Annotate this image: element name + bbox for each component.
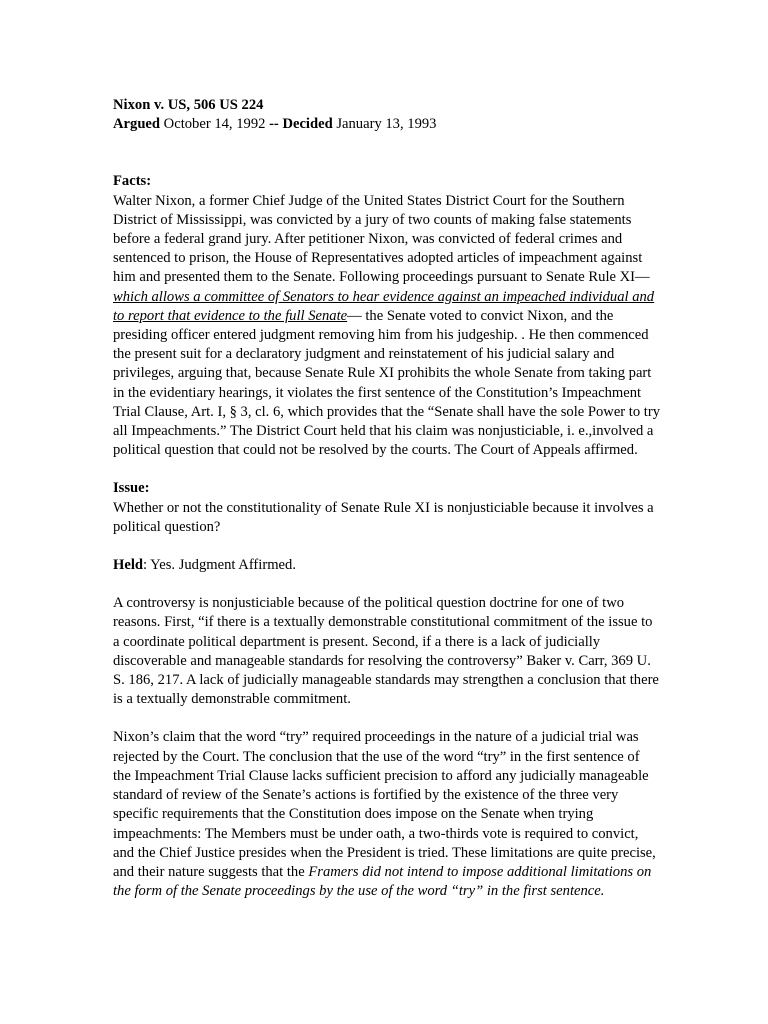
case-dates (113, 115, 661, 134)
held-text: : Yes. Judgment Affirmed. (143, 557, 296, 574)
discussion-italic: Framers did not intend to impose additional limitations on the form of the Senate proceedings by the use of the word “try” in the first sentence. (113, 863, 652, 900)
date-separator: -- (269, 116, 283, 133)
issue-heading: Issue: (113, 480, 150, 497)
facts-paragraph: Walter Nixon, a former Chief Judge of the United States District Court for the Southern District of Mississippi, was convicted by a jury of two counts of making false statements before a federal grand jury. After petitioner Nixon, was convicted of federal crimes and sentenced to prison, the House of Representatives adopted articles of impeachment against him and presented them to the Senate. Following proceedings pursuant to Senate Rule XI—which allows a committee of Senators to hear evidence against an impeached individual and to report that evidence to the full Senate— the Senate voted to convict Nixon, and the presiding officer entered judgment removing him from his judgeship. . He then commenced the present suit for a declaratory judgment and reinstatement of his judicial salary and privileges, arguing that, because Senate Rule XI prohibits the whole Senate from taking part in the evidentiary hearings, it violates the first sentence of the Constitution’s Impeachment Trial Clause, Art. I, § 3, cl. 6, which provides that the “Senate shall have the sole Power to try all Impeachments.” The District Court held that his claim was nonjusticiable, i. e.,involved a political question that could not be resolved by the courts. The Court of Appeals affirmed. (113, 192, 661, 459)
discussion-paragraph-2: Nixon’s claim that the word “try” required proceedings in the nature of a judicial trial was rejected by the Court. The conclusion that the use of the word “try” in the first sentence of the Impeachment Trial Clause lacks sufficient precision to afford any judicially manageable standard of review of the Senate’s actions is fortified by the existence of the three very specific requirements that the Constitution does impose on the Senate when trying impeachments: The Members must be under oath, a two-thirds vote is required to convict, and the Chief Justice presides when the President is tried. These limitations are quite precise, and their nature suggests that the Framers did not intend to impose additional limitations on the form of the Senate proceedings by the use of the word “try” in the first sentence. (113, 729, 656, 900)
issue-paragraph: Whether or not the constitutionality of Senate Rule XI is nonjusticiable because it involves a political question? (113, 499, 654, 535)
decided-date: January 13, 1993 (332, 116, 437, 133)
held-line (113, 556, 661, 575)
held-label: Held (113, 557, 143, 574)
facts-heading: Facts: (113, 173, 152, 190)
case-title: Nixon v. US, 506 US 224 (113, 97, 264, 113)
issue-section (113, 479, 661, 537)
argued-label: Argued (113, 116, 161, 133)
discussion-paragraph-1: A controversy is nonjusticiable because of the political question doctrine for one of two reasons. First, “if there is a textually demonstrable constitutional commitment of the issue to a coordinate political department is present. Second, if a there is a lack of judicially discoverable and manageable standards for resolving the controversy” Baker v. Carr, 369 U. S. 186, 217. A lack of judicially manageable standards may strengthen a conclusion that there is a textually demonstrable commitment. (113, 595, 659, 708)
held-section (113, 556, 661, 575)
discussion-section (113, 594, 661, 901)
document-body (113, 96, 661, 901)
facts-emphasis: which allows a committee of Senators to hear evidence against an impeached individual and to report that evidence to the full Senate (113, 288, 655, 324)
argued-date: October 14, 1992 (160, 116, 270, 133)
decided-label: Decided (282, 116, 333, 133)
facts-section (113, 172, 661, 460)
